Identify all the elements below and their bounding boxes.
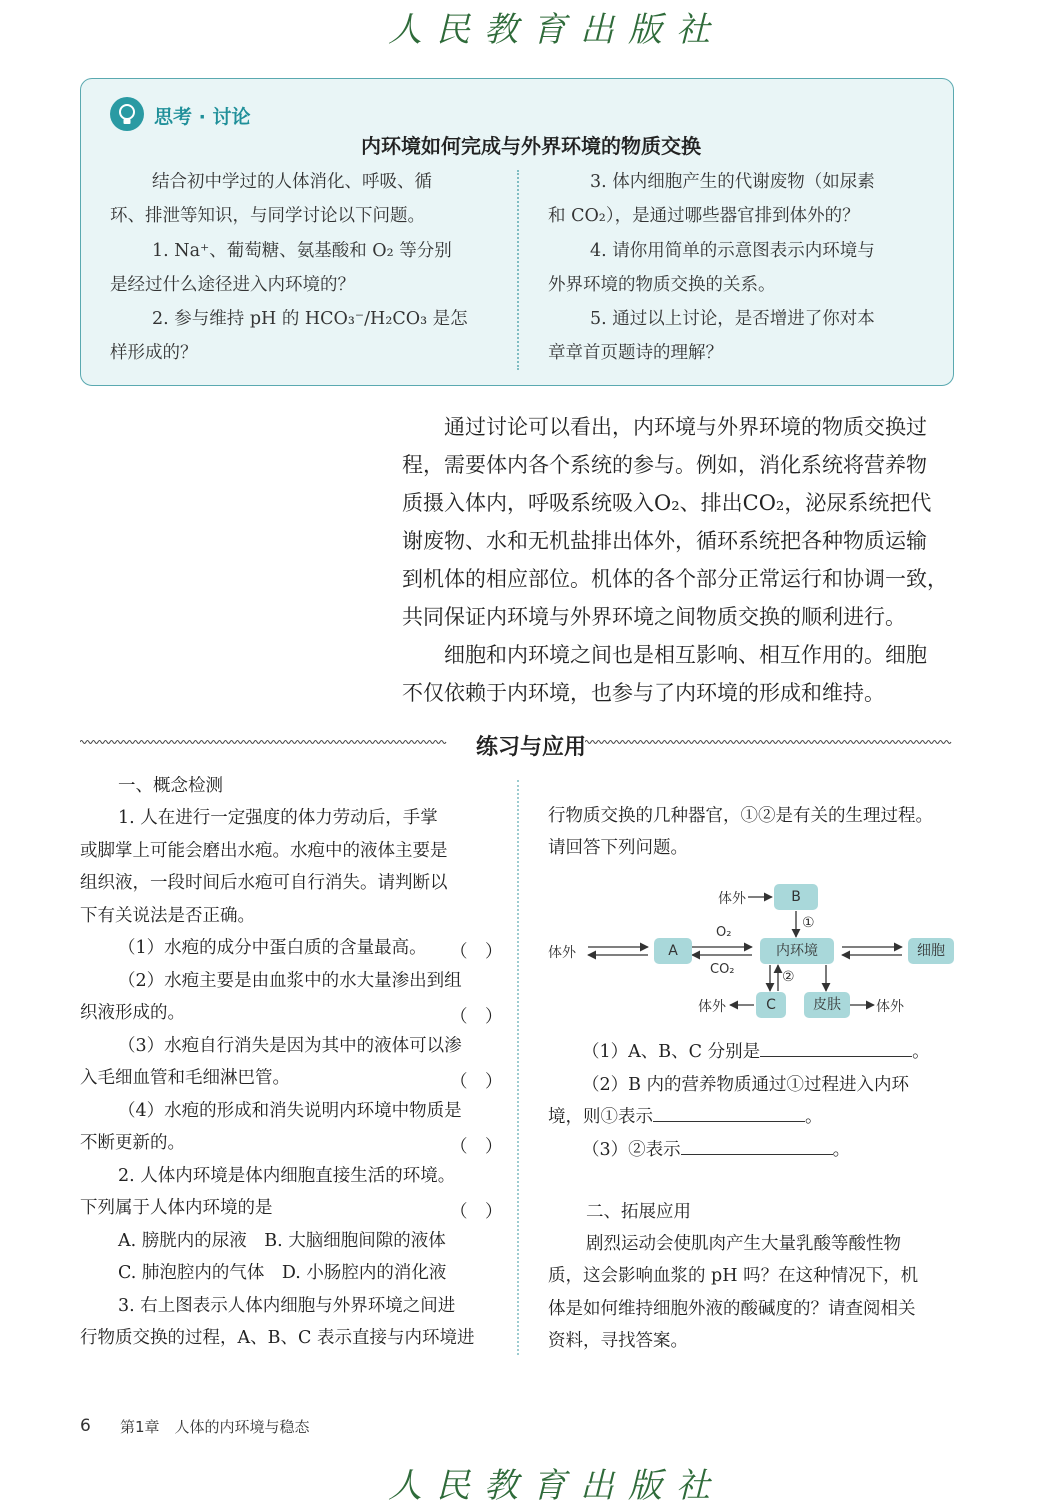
option-line: A. 膀胱内的尿液 B. 大脑细胞间隙的液体 xyxy=(118,1231,446,1251)
diagram-label-process-1: ① xyxy=(802,915,815,931)
diagram-node-a: A xyxy=(654,938,692,964)
discussion-right-line: 4. 请你用简单的示意图表示内环境与 xyxy=(590,241,875,261)
exercise-line: 组织液，一段时间后水疱可自行消失。请判断以 xyxy=(80,873,448,893)
diagram-label-outside: 体外 xyxy=(876,999,904,1015)
exercise-line: 织液形成的。 xyxy=(80,1003,185,1023)
section-2-line: 剧烈运动会使肌肉产生大量乳酸等酸性物 xyxy=(586,1234,901,1254)
option-line: C. 肺泡腔内的气体 D. 小肠腔内的消化液 xyxy=(118,1263,447,1283)
discussion-left-line: 1. Na⁺、葡萄糖、氨基酸和 O₂ 等分别 xyxy=(152,241,452,261)
answer-paren[interactable]: （ ） xyxy=(450,1072,503,1092)
exercise-line: 3. 右上图表示人体内细胞与外界环境之间进 xyxy=(118,1296,456,1316)
question-2 xyxy=(548,1101,823,1134)
section-2-line: 质，这会影响血浆的 pH 吗？在这种情况下，机 xyxy=(548,1266,919,1286)
answer-paren[interactable]: （ ） xyxy=(450,1137,503,1157)
body-text-line: 不仅依赖于内环境，也参与了内环境的形成和维持。 xyxy=(402,681,885,705)
exercise-line: 入毛细血管和毛细淋巴管。 xyxy=(80,1068,290,1088)
discussion-left-line: 结合初中学过的人体消化、呼吸、循 xyxy=(152,172,432,192)
exercise-line: 不断更新的。 xyxy=(80,1133,185,1153)
discussion-right-line: 章章首页题诗的理解？ xyxy=(548,343,723,363)
body-text-line: 细胞和内环境之间也是相互影响、相互作用的。细胞 xyxy=(444,643,927,667)
discussion-left-line: 是经过什么途径进入内环境的？ xyxy=(110,275,355,295)
discussion-right-line: 外界环境的物质交换的关系。 xyxy=(548,275,776,295)
exercise-line: 请回答下列问题。 xyxy=(548,838,688,858)
exercise-line: 或脚掌上可能会磨出水疱。水疱中的液体主要是 xyxy=(80,841,448,861)
discussion-right-line: 和 CO₂），是通过哪些器官排到体外的？ xyxy=(548,206,860,226)
exercise-title: 练习与应用 xyxy=(475,735,586,760)
diagram-label-outside: 体外 xyxy=(718,891,746,907)
question-1-text: （1）A、B、C 分别是 xyxy=(582,1042,761,1062)
diagram-node-b: B xyxy=(774,884,818,910)
discussion-left-line: 样形成的？ xyxy=(110,343,198,363)
exercise-line: （4）水疱的形成和消失说明内环境中物质是 xyxy=(118,1101,462,1121)
answer-paren[interactable]: （ ） xyxy=(450,942,503,962)
answer-paren[interactable]: （ ） xyxy=(450,1202,503,1222)
page-number: 6 xyxy=(80,1416,91,1436)
answer-blank[interactable] xyxy=(760,1038,912,1057)
chapter-title: 第1章 人体的内环境与稳态 xyxy=(120,1418,310,1436)
exercise-column-divider xyxy=(517,780,519,1355)
diagram-label-co2: CO₂ xyxy=(710,962,735,977)
section-2-line: 资料，寻找答案。 xyxy=(548,1331,688,1351)
diagram-node-cell: 细胞 xyxy=(908,938,954,964)
exercise-line: 行物质交换的过程，A、B、C 表示直接与内环境进 xyxy=(80,1328,475,1348)
period: 。 xyxy=(805,1107,823,1127)
publisher-logo-top: 人民教育出版社 xyxy=(388,10,724,50)
discussion-left-line: 2. 参与维持 pH 的 HCO₃⁻/H₂CO₃ 是怎 xyxy=(152,309,468,329)
body-text-line: 到机体的相应部位。机体的各个部分正常运行和协调一致， xyxy=(402,567,948,591)
exercise-heading: 一、概念检测 xyxy=(118,776,223,796)
question-1 xyxy=(582,1036,930,1069)
body-text-line: 通过讨论可以看出，内环境与外界环境的物质交换过 xyxy=(444,415,927,439)
diagram-label-outside: 体外 xyxy=(698,999,726,1015)
publisher-logo-bottom: 人民教育出版社 xyxy=(388,1466,724,1506)
answer-paren[interactable]: （ ） xyxy=(450,1007,503,1027)
period: 。 xyxy=(832,1140,851,1160)
diagram-label-process-2: ② xyxy=(782,969,795,985)
discussion-right-line: 5. 通过以上讨论，是否增进了你对本 xyxy=(590,309,875,329)
exercise-line: （3）水疱自行消失是因为其中的液体可以渗 xyxy=(118,1036,462,1056)
answer-blank[interactable] xyxy=(681,1136,833,1155)
period: 。 xyxy=(912,1042,930,1062)
discussion-title: 内环境如何完成与外界环境的物质交换 xyxy=(361,134,701,158)
question-2-text: 境，则①表示 xyxy=(548,1107,653,1127)
section-2-heading: 二、拓展应用 xyxy=(586,1202,691,1222)
exercise-line: 下有关说法是否正确。 xyxy=(80,906,255,926)
body-text-line: 谢废物、水和无机盐排出体外，循环系统把各种物质运输 xyxy=(402,529,927,553)
question-3-text: （3）②表示 xyxy=(582,1140,681,1160)
body-text-line: 共同保证内环境与外界环境之间物质交换的顺利进行。 xyxy=(402,605,906,629)
discussion-left-line: 环、排泄等知识，与同学讨论以下问题。 xyxy=(110,206,425,226)
diagram-label-o2: O₂ xyxy=(716,925,732,940)
diagram-label-outside: 体外 xyxy=(548,945,576,961)
discussion-label: 思考 · 讨论 xyxy=(154,106,251,128)
answer-blank[interactable] xyxy=(653,1103,805,1122)
body-text-line: 程，需要体内各个系统的参与。例如，消化系统将营养物 xyxy=(402,453,927,477)
diagram-node-c: C xyxy=(756,992,786,1018)
diagram-node-inner-environment: 内环境 xyxy=(760,938,834,964)
discussion-right-line: 3. 体内细胞产生的代谢废物（如尿素 xyxy=(590,172,875,192)
exercise-line: （1）水疱的成分中蛋白质的含量最高。 xyxy=(118,938,427,958)
question-2-line-1: （2）B 内的营养物质通过①过程进入内环 xyxy=(582,1075,910,1095)
section-2-line: 体是如何维持细胞外液的酸碱度的？请查阅相关 xyxy=(548,1299,916,1319)
exercise-line: 1. 人在进行一定强度的体力劳动后，手掌 xyxy=(118,808,438,828)
exercise-line: 下列属于人体内环境的是 xyxy=(80,1198,273,1218)
question-3 xyxy=(582,1134,850,1167)
exercise-line: 2. 人体内环境是体内细胞直接生活的环境。 xyxy=(118,1166,456,1186)
diagram-node-skin: 皮肤 xyxy=(804,992,850,1018)
body-text-line: 质摄入体内，呼吸系统吸入O₂、排出CO₂，泌尿系统把代 xyxy=(402,491,932,515)
exercise-line: （2）水疱主要是由血浆中的水大量渗出到组 xyxy=(118,971,462,991)
lightbulb-icon xyxy=(110,97,144,131)
column-divider xyxy=(517,170,519,370)
exercise-line: 行物质交换的几种器官，①②是有关的生理过程。 xyxy=(548,806,933,826)
